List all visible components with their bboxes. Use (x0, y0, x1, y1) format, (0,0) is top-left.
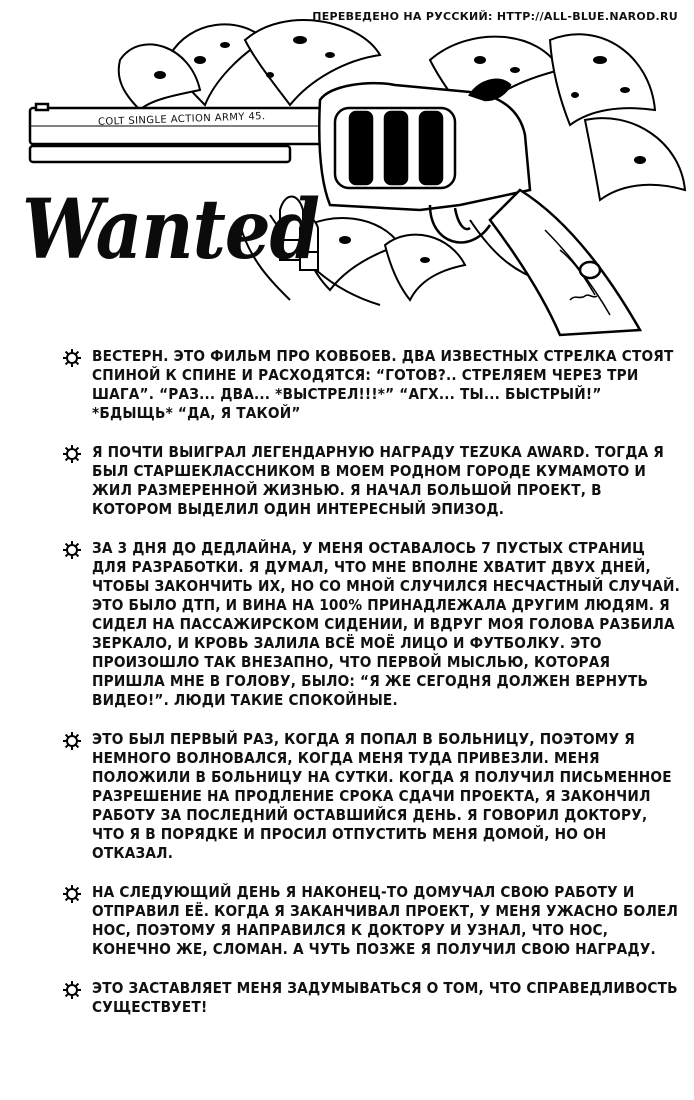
list-item (52, 347, 682, 423)
revolver-grip (490, 190, 640, 335)
paragraph-text: Я ПОЧТИ ВЫИГРАЛ ЛЕГЕНДАРНУЮ НАГРАДУ TEZUKA AWARD. ТОГДА Я БЫЛ СТАРШЕКЛАССНИКОМ В МОЕМ РОДНОМ ГОРОДЕ КУМАМОТО И ЖИЛ РАЗМЕРЕННОЙ ЖИЗНЬЮ. Я НАЧАЛ БОЛЬШОЙ ПРОЕКТ, В КОТОРОМ ВЫДЕЛИЛ ОДИН ИНТЕРЕСНЫЙ ЭПИЗОД. (92, 443, 665, 518)
revolver-illustration (0, 0, 694, 340)
wanted-title: Wanted (22, 180, 320, 278)
paragraph-text: ЭТО ЗАСТАВЛЯЕТ МЕНЯ ЗАДУМЫВАТЬСЯ О ТОМ, ЧТО СПРАВЕДЛИВОСТЬ СУЩЕСТВУЕТ! (92, 979, 678, 1016)
paragraph-text: ЗА 3 ДНЯ ДО ДЕДЛАЙНА, У МЕНЯ ОСТАВАЛОСЬ 7 ПУСТЫХ СТРАНИЦ ДЛЯ РАЗРАБОТКИ. Я ДУМАЛ, ЧТО МНЕ ВПОЛНЕ ХВАТИТ ДВУХ ДНЕЙ, ЧТОБЫ ЗАКОНЧИТЬ ИХ, НО СО МНОЙ СЛУЧИЛСЯ НЕСЧАСТНЫЙ СЛУЧАЙ. ЭТО БЫЛО ДТП, И ВИНА НА 100% ПРИНАДЛЕЖАЛА ДРУГИМ ЛЮДЯМ. Я СИДЕЛ НА ПАССАЖИРСКОМ СИДЕНИИ, И ВДРУГ МОЯ ГОЛОВА РАЗБИЛА ЗЕРКАЛО, И КРОВЬ ЗАЛИЛА ВСЁ МОЁ ЛИЦО И ФУТБОЛКУ. ЭТО ПРОИЗОШЛО ТАК ВНЕЗАПНО, ЧТО ПЕРВОЙ МЫСЛЬЮ, КОТОРАЯ ПРИШЛА МНЕ В ГОЛОВУ, БЫЛО: “Я ЖЕ СЕГОДНЯ ДОЛЖЕН ВЕРНУТЬ ВИДЕО!”. ЛЮДИ ТАКИЕ СПОКОЙНЫЕ. (92, 539, 681, 709)
paragraph-text: НА СЛЕДУЮЩИЙ ДЕНЬ Я НАКОНЕЦ-ТО ДОМУЧАЛ СВОЮ РАБОТУ И ОТПРАВИЛ ЕЁ. КОГДА Я ЗАКАНЧИВАЛ ПРОЕКТ, У МЕНЯ УЖАСНО БОЛЕЛ НОС, ПОЭТОМУ Я НАПРАВИЛСЯ К ДОКТОРУ И УЗНАЛ, ЧТО НОС, КОНЕЧНО ЖЕ, СЛОМАН. А ЧУТЬ ПОЗЖЕ Я ПОЛУЧИЛ СВОЮ НАГРАДУ. (92, 883, 679, 958)
translation-credit: ПЕРЕВЕДЕНО НА РУССКИЙ: HTTP://ALL-BLUE.NAROD.RU (312, 10, 678, 23)
sun-gear-icon (52, 348, 92, 368)
sun-gear-icon (52, 540, 92, 560)
paragraph-text: ЭТО БЫЛ ПЕРВЫЙ РАЗ, КОГДА Я ПОПАЛ В БОЛЬНИЦУ, ПОЭТОМУ Я НЕМНОГО ВОЛНОВАЛСЯ, КОГДА МЕНЯ ТУДА ПРИВЕЗЛИ. МЕНЯ ПОЛОЖИЛИ В БОЛЬНИЦУ НА СУТКИ. КОГДА Я ПОЛУЧИЛ ПИСЬМЕННОЕ РАЗРЕШЕНИЕ НА ПРОДЛЕНИЕ СРОКА СДАЧИ ПРОЕКТА, Я ЗАКОНЧИЛ РАБОТУ ЗА ПОСЛЕДНИЙ ОСТАВШИЙСЯ ДЕНЬ. Я ГОВОРИЛ ДОКТОРУ, ЧТО Я В ПОРЯДКЕ И ПРОСИЛ ОТПУСТИТЬ МЕНЯ ДОМОЙ, НО ОН ОТКАЗАЛ. (92, 730, 672, 862)
sun-gear-icon (52, 884, 92, 904)
list-item (52, 730, 682, 863)
revolver-barrel (30, 104, 330, 162)
revolver-frame (319, 80, 530, 210)
engraving-text: COLT SINGLE ACTION ARMY 45. (97, 111, 266, 128)
list-item (52, 539, 682, 710)
sun-gear-icon (52, 731, 92, 751)
sun-gear-icon (52, 444, 92, 464)
list-item (52, 443, 682, 519)
sun-gear-icon (52, 980, 92, 1000)
list-item (52, 883, 682, 959)
paragraph-list (52, 347, 682, 1037)
paragraph-text: ВЕСТЕРН. ЭТО ФИЛЬМ ПРО КОВБОЕВ. ДВА ИЗВЕСТНЫХ СТРЕЛКА СТОЯТ СПИНОЙ К СПИНЕ И РАСХОДЯТСЯ: “ГОТОВ?.. СТРЕЛЯЕМ ЧЕРЕЗ ТРИ ШАГА”. “РАЗ... ДВА... *ВЫСТРЕЛ!!!*” “АГХ... ТЫ... БЫСТРЫЙ!” *БДЫЩЬ* “ДА, Я ТАКОЙ” (92, 347, 674, 422)
list-item (52, 979, 682, 1017)
